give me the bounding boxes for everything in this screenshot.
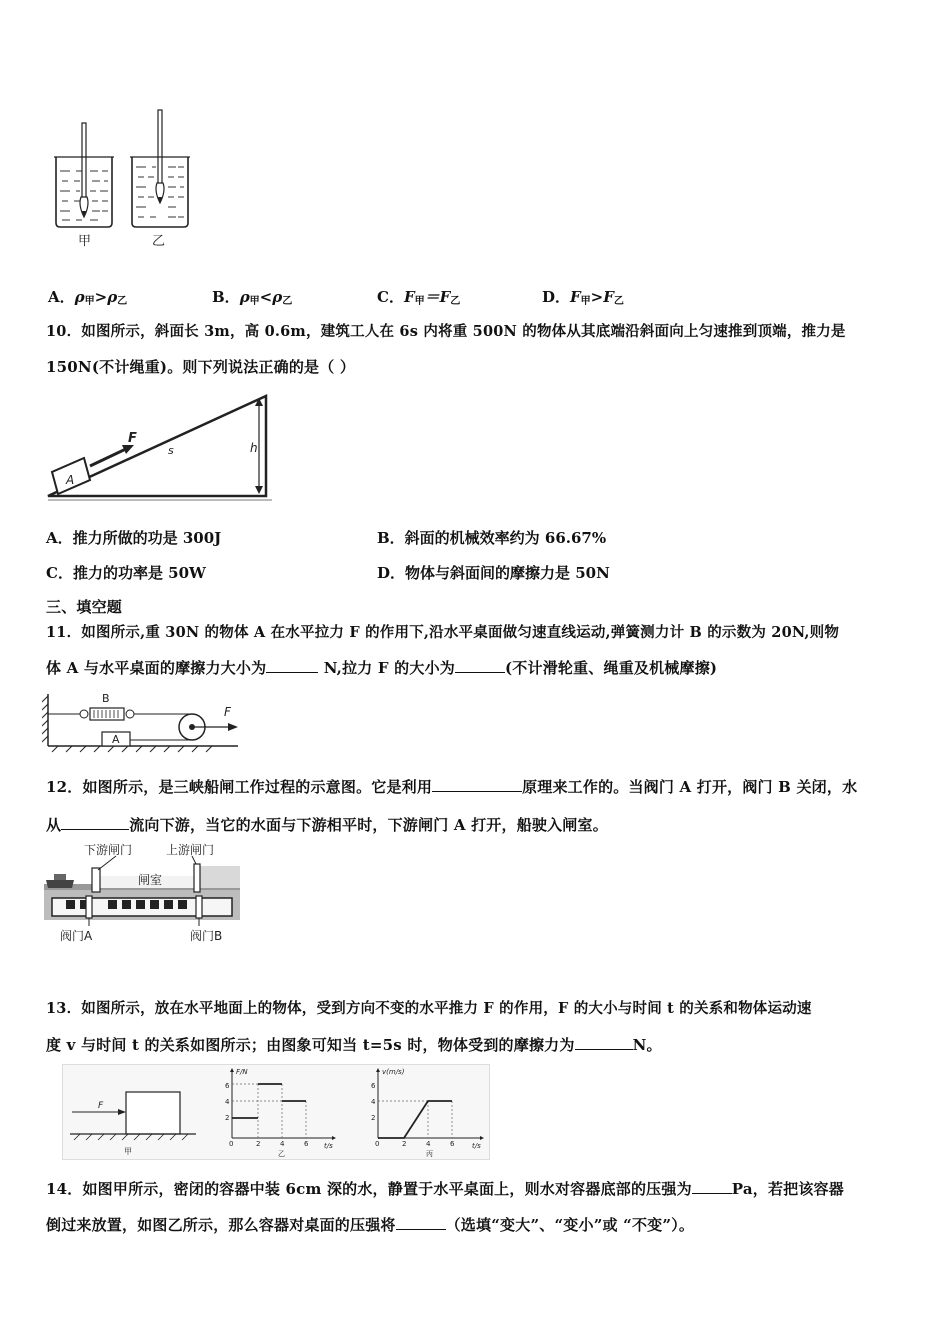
option-sub: 甲 (580, 296, 591, 307)
block-a (52, 458, 90, 494)
svg-text:2: 2 (256, 1140, 261, 1148)
q13-figure (62, 1064, 490, 1160)
q12-text-b: 原理来工作的。当阀门 A 打开，阀门 B 关闭，水 (522, 778, 858, 796)
option-symbol: ρ (74, 288, 85, 306)
svg-text:A: A (66, 473, 75, 487)
svg-text:6: 6 (450, 1140, 455, 1148)
q12-shiplock-figure (44, 840, 244, 948)
label-yi: 乙 (152, 234, 166, 249)
option-op: <ρ (259, 288, 283, 306)
q11-pulley-figure (42, 688, 247, 754)
svg-text:0: 0 (229, 1140, 234, 1148)
q11-line-1: 11．如图所示,重 30N 的物体 A 在水平拉力 F 的作用下,沿水平桌面做匀速直线运动,弹簧测力计 B 的示数为 20N,则物 (46, 624, 840, 641)
svg-text:F: F (98, 1101, 104, 1111)
q13-line-2 (46, 1034, 662, 1055)
q13-text-a: 度 v 与时间 t 的关系如图所示；由图象可知当 t=5s 时，物体受到的摩擦力为 (46, 1036, 575, 1054)
q14-blank-change[interactable] (396, 1215, 446, 1230)
label-jia: 甲 (78, 234, 92, 249)
svg-text:4: 4 (371, 1098, 376, 1106)
option-symbol: ρ (239, 288, 250, 306)
spring-scale-label: B (102, 692, 110, 705)
svg-text:丙: 丙 (426, 1150, 433, 1158)
q14-line-2 (46, 1214, 694, 1235)
section-heading: 三、填空题 (46, 598, 123, 616)
svg-text:2: 2 (371, 1114, 376, 1122)
slope-label: s (168, 444, 174, 457)
chamber-label: 闸室 (138, 873, 163, 887)
q14-text-c: 倒过来放置，如图乙所示，那么容器对桌面的压强将 (46, 1216, 396, 1234)
q10-line-1: 10．如图所示，斜面长 3m，高 0.6m，建筑工人在 6s 内将重 500N 的物体从其底端沿斜面向上匀速推到顶端，推力是 (46, 323, 846, 340)
svg-text:0: 0 (375, 1140, 380, 1148)
q10-option-a: A．推力所做的功是 300J (46, 529, 222, 547)
svg-text:t/s: t/s (472, 1142, 481, 1150)
option-sub: 乙 (450, 296, 461, 307)
q11-blank-force[interactable] (455, 658, 505, 673)
height-label: h (250, 441, 258, 455)
svg-text:6: 6 (304, 1140, 309, 1148)
option-sub: 甲 (414, 296, 425, 307)
svg-text:t/s: t/s (324, 1142, 333, 1150)
svg-text:乙: 乙 (278, 1150, 285, 1158)
option-letter: C． (377, 288, 404, 306)
q10-option-c: C．推力的功率是 50W (46, 564, 206, 582)
svg-text:6: 6 (225, 1082, 230, 1090)
beaker-jia (54, 123, 114, 227)
downstream-gate-label: 下游闸门 (84, 843, 133, 857)
option-sub: 甲 (249, 296, 260, 307)
q11-text-a: 体 A 与水平桌面的摩擦力大小为 (46, 659, 267, 677)
option-letter: A． (48, 288, 75, 306)
svg-text:2: 2 (225, 1114, 230, 1122)
option-sub: 乙 (282, 296, 293, 307)
q10-option-b: B．斜面的机械效率约为 66.67% (377, 529, 607, 547)
option-sub: 乙 (613, 296, 624, 307)
q11-blank-friction[interactable] (266, 658, 318, 673)
q11-text-b: N,拉力 F 的大小为 (318, 659, 455, 677)
upstream-gate-label: 上游闸门 (166, 843, 215, 857)
svg-text:v(m/s): v(m/s) (382, 1068, 405, 1076)
q12-text-a: 12．如图所示，是三峡船闸工作过程的示意图。它是利用 (46, 778, 433, 796)
beaker-yi (130, 110, 190, 227)
svg-text:4: 4 (225, 1098, 230, 1106)
q9-figure (48, 105, 198, 255)
svg-text:4: 4 (280, 1140, 285, 1148)
q11-text-c: (不计滑轮重、绳重及机械摩擦) (505, 659, 718, 677)
q10-line-2: 150N(不计绳重)。则下列说法正确的是（ ） (46, 358, 356, 376)
option-sub: 甲 (84, 296, 95, 307)
q9-option-d (542, 286, 624, 307)
option-op: >F (590, 288, 614, 306)
option-letter: D． (542, 288, 571, 306)
q13-line-1: 13．如图所示，放在水平地面上的物体，受到方向不变的水平推力 F 的作用，F 的大小与时间 t 的关系和物体运动速 (46, 1000, 812, 1017)
q9-option-c (377, 286, 460, 307)
option-symbol: F (570, 288, 581, 306)
q13-blank-friction[interactable] (575, 1035, 633, 1050)
q9-option-a (48, 286, 127, 307)
valve-a-label: 阀门A (60, 929, 93, 943)
svg-text:4: 4 (426, 1140, 431, 1148)
q10-incline-figure (44, 392, 274, 507)
svg-text:F/N: F/N (236, 1068, 248, 1076)
q12-line-1 (46, 776, 857, 797)
option-sub: 乙 (117, 296, 128, 307)
q9-option-b (212, 286, 292, 307)
q14-blank-pressure[interactable] (692, 1179, 732, 1194)
q14-text-b: Pa，若把该容器 (731, 1180, 844, 1198)
option-op: ＝F (424, 288, 451, 306)
svg-text:6: 6 (371, 1082, 376, 1090)
q14-text-a: 14．如图甲所示，密闭的容器中装 6cm 深的水，静置于水平桌面上，则水对容器底部的压强为 (46, 1180, 692, 1198)
svg-text:2: 2 (402, 1140, 407, 1148)
q13-text-b: N。 (632, 1036, 662, 1054)
q12-text-c: 从 (46, 816, 62, 834)
q12-blank-source[interactable] (61, 815, 129, 830)
q12-text-d: 流向下游，当它的水面与下游相平时，下游闸门 A 打开，船驶入闸室。 (129, 816, 608, 834)
option-op: >ρ (94, 288, 118, 306)
q12-blank-principle[interactable] (432, 777, 522, 792)
option-symbol: F (403, 288, 415, 306)
q10-option-d: D．物体与斜面间的摩擦力是 50N (377, 564, 610, 582)
q14-text-d: （选填“变大”、“变小”或 “不变”）。 (445, 1216, 695, 1234)
option-letter: B． (212, 288, 240, 306)
q12-line-2 (46, 814, 608, 835)
q14-line-1 (46, 1178, 844, 1199)
force-label: F (224, 705, 231, 719)
force-label: F (128, 431, 137, 446)
valve-b-label: 阀门B (190, 929, 223, 943)
svg-text:甲: 甲 (124, 1147, 132, 1156)
q11-line-2 (46, 657, 717, 678)
block-a-label: A (112, 733, 120, 746)
